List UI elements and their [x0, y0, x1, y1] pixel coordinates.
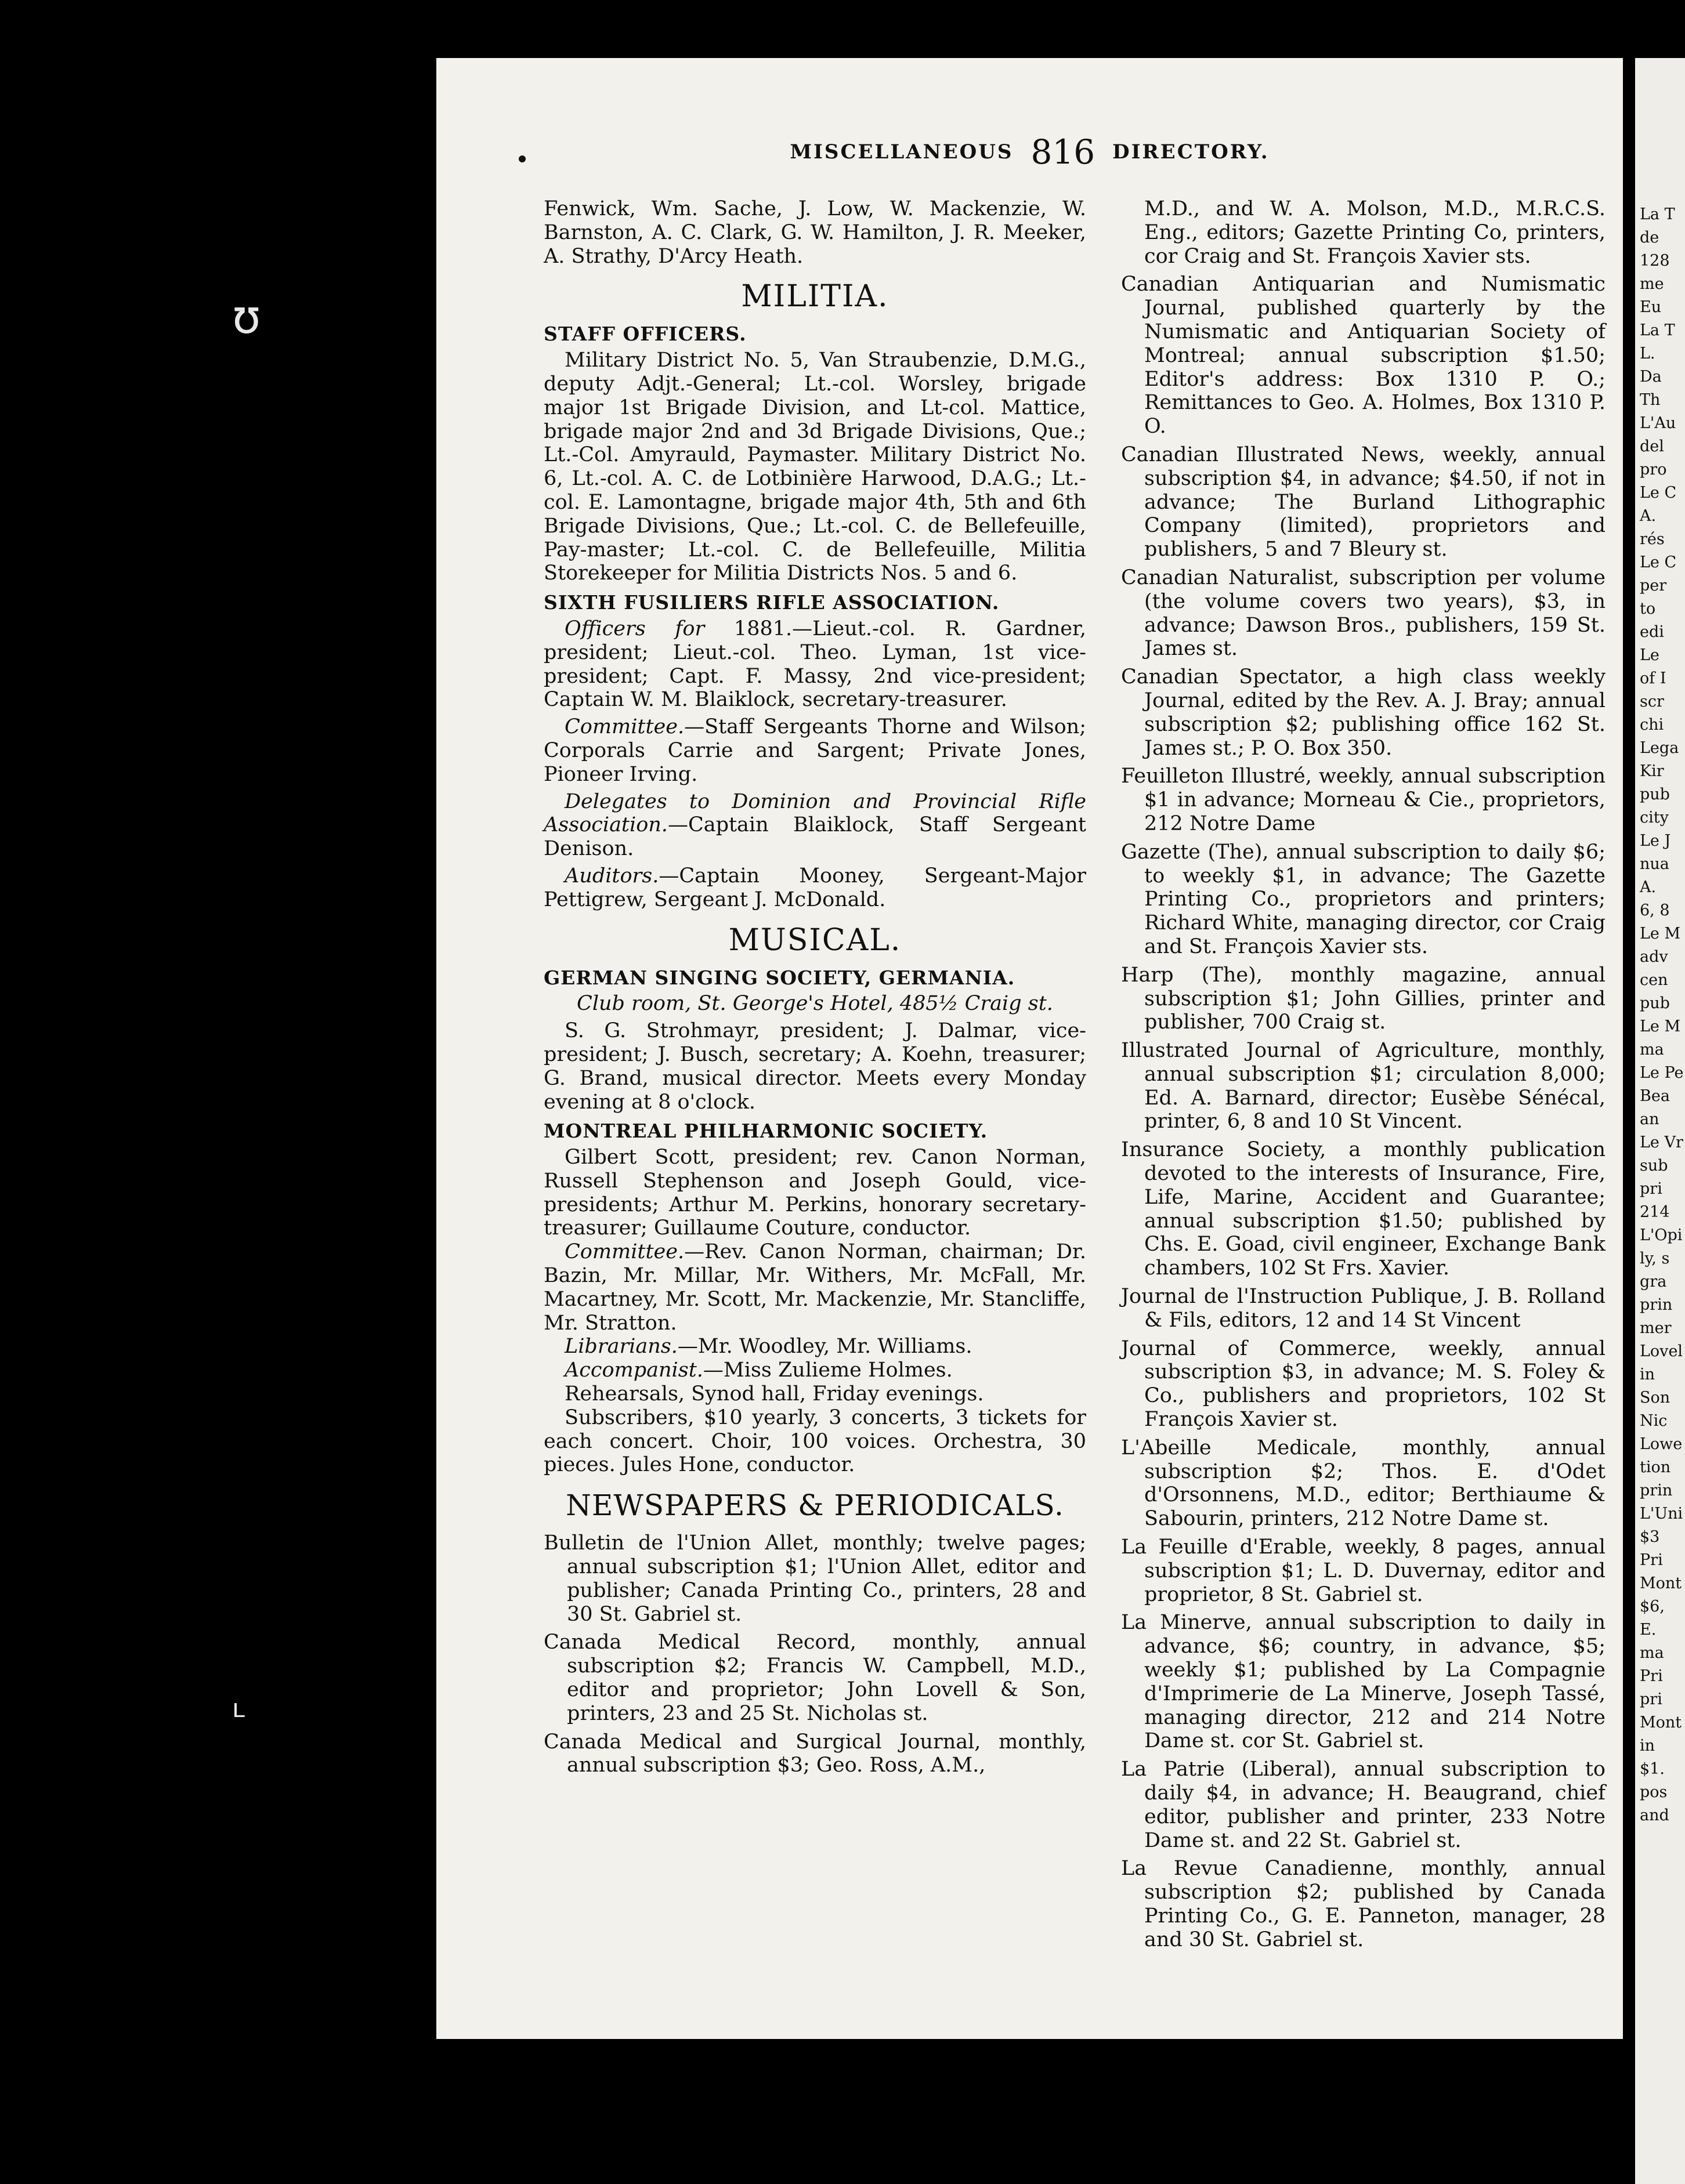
philharmonic-librarians	[544, 1335, 1086, 1359]
next-page-fragment: sub	[1640, 1157, 1668, 1175]
list-item: Canada Medical and Surgical Journal, monthly, annual subscription $3; Geo. Ross, A.M.,	[544, 1730, 1086, 1777]
next-page-fragment: de	[1640, 229, 1659, 247]
intro-text: Fenwick, Wm. Sache, J. Low, W. Mackenzie, W. Barnston, A. C. Clark, G. W. Hamilton, J. R. Meeker, A. Strathy, D'Arcy Heath.	[544, 197, 1086, 268]
list-item: Journal of Commerce, weekly, annual subscription $3, in advance; M. S. Foley & Co., publishers and proprietors, 102 St François Xavier st.	[1121, 1337, 1606, 1432]
next-page-fragment: Le C	[1640, 553, 1677, 571]
next-page-fragment: adv	[1640, 948, 1668, 966]
next-page-fragment: L.	[1640, 345, 1655, 363]
musical-title: MUSICAL.	[728, 922, 902, 958]
fusiliers-auditors	[544, 864, 1086, 912]
next-page-fragment: cen	[1640, 971, 1668, 989]
next-page-fragment: del	[1640, 437, 1664, 455]
list-item: Gazette (The), annual subscription to daily $6; to weekly $1, in advance; The Gazette Printing Co., proprietors and printers; Richard White, managing director, cor Craig and St. François Xavier sts.	[1121, 840, 1606, 958]
next-page-fragment: $1.	[1640, 1760, 1665, 1778]
list-item: Canadian Antiquarian and Numismatic Journal, published quarterly by the Numismatic and Antiquarian Society of Montreal; annual subscription $1.50; Editor's address: Box 1310 P. O.; Remittances to Geo. A. Holmes, Box 1310 P. O.	[1121, 273, 1606, 439]
next-page-fragment: scr	[1640, 693, 1664, 711]
next-page-fragment: Le	[1640, 646, 1659, 664]
list-item: Harp (The), monthly magazine, annual subscription $1; John Gillies, printer and publisher, 700 Craig st.	[1121, 963, 1606, 1034]
next-page-fragment: A.	[1640, 878, 1657, 896]
next-page-fragment: pri	[1640, 1690, 1662, 1708]
fusiliers-delegates	[544, 790, 1086, 861]
fusiliers-committee	[544, 715, 1086, 786]
committee-label: Committee.	[565, 715, 685, 739]
next-page-fragment: an	[1640, 1110, 1659, 1128]
next-page-fragment: rés	[1640, 530, 1665, 548]
next-page-fragment: Nic	[1640, 1412, 1668, 1430]
philharmonic-heading: MONTREAL PHILHARMONIC SOCIETY.	[544, 1120, 988, 1143]
next-page-fragment: Le M	[1640, 925, 1681, 943]
next-page-fragment: Pri	[1640, 1667, 1663, 1685]
margin-mark: ʊ	[232, 290, 261, 344]
next-page-fragment: in	[1640, 1737, 1655, 1755]
next-page-fragment: prin	[1640, 1482, 1673, 1500]
next-page-fragment: mer	[1640, 1319, 1672, 1337]
newspapers-title: NEWSPAPERS & PERIODICALS.	[566, 1488, 1064, 1523]
next-page-fragment: gra	[1640, 1273, 1667, 1291]
list-item: Canadian Spectator, a high class weekly Journal, edited by the Rev. A. J. Bray; annual subscription $2; publishing office 162 St. James st.; P. O. Box 350.	[1121, 665, 1606, 760]
list-item: Canada Medical Record, monthly, annual subscription $2; Francis W. Campbell, M.D., editor and proprietor; John Lovell & Son, printers, 23 and 25 St. Nicholas st.	[544, 1631, 1086, 1725]
next-page-fragment: Le Pe	[1640, 1064, 1684, 1082]
continuation-text: M.D., and W. A. Molson, M.D., M.R.C.S. Eng., editors; Gazette Printing Co, printers, cor Craig and St. François Xavier sts.	[1144, 197, 1606, 268]
next-page-fragment: ma	[1640, 1644, 1664, 1662]
next-page-fragment: Le J	[1640, 832, 1671, 850]
next-page-fragment: L'Opi	[1640, 1226, 1683, 1244]
next-page-fragment: Eu	[1640, 298, 1662, 316]
committee-text: —Staff Sergeants Thorne and Wilson; Corporals Carrie and Sargent; Private Jones, Pioneer Irving.	[544, 715, 1086, 786]
list-item: Feuilleton Illustré, weekly, annual subscription $1 in advance; Morneau & Cie., proprietors, 212 Notre Dame	[1121, 765, 1606, 835]
list-item: La Minerve, annual subscription to daily in advance, $6; country, in advance, $5; weekly $1; published by La Compagnie d'Imprimerie de La Minerve, Joseph Tassé, managing director, 212 and 214 Notre Dame st. cor St. Gabriel st.	[1121, 1611, 1606, 1753]
next-page-fragment: pub	[1640, 994, 1670, 1012]
fusiliers-officers	[544, 617, 1086, 712]
next-page-fragment: Da	[1640, 368, 1662, 386]
next-page-fragment: of I	[1640, 669, 1666, 687]
staff-officers-text: Military District No. 5, Van Straubenzie, D.M.G., deputy Adjt.-General; Lt.-col. Worsley, brigade major 1st Brigade Division, and Lt-col. Mattice, brigade major 2nd and 3d Brigade Divisions, Que.; Lt.-Col. Amyrauld, Paymaster. Military District No. 6, Lt.-col. A. C. de Lotbinière Harwood, D.A.G.; Lt.-col. E. Lamontagne, brigade major 4th, 5th and 6th Brigade Divisions, Que.; Lt.-col. C. de Bellefeuille, Pay-master; Lt.-col. C. de Bellefeuille, Militia Storekeeper for Militia Districts Nos. 5 and 6.	[544, 349, 1086, 585]
list-item: Illustrated Journal of Agriculture, monthly, annual subscription $1; circulation 8,000; Ed. A. Barnard, director; Eusèbe Sénécal, printer, 6, 8 and 10 St Vincent.	[1121, 1039, 1606, 1133]
next-page-fragment: ma	[1640, 1041, 1664, 1059]
next-page-fragment: to	[1640, 600, 1656, 618]
next-page-fragment: nua	[1640, 855, 1669, 873]
directory-page	[436, 58, 1623, 2039]
list-item: Insurance Society, a monthly publication devoted to the interests of Insurance, Fire, Life, Marine, Accident and Guarantee; annual subscription $1.50; published by Chs. E. Goad, civil engineer, Exchange Bank chambers, 102 St Frs. Xavier.	[1121, 1138, 1606, 1280]
next-page-fragment: tion	[1640, 1458, 1671, 1476]
next-page-fragment: A.	[1640, 507, 1657, 525]
philharmonic-accompanist	[544, 1359, 1086, 1382]
librarians-text: —Mr. Woodley, Mr. Williams.	[677, 1335, 972, 1359]
next-page-fragment: per	[1640, 577, 1667, 595]
next-page-fragment: La T	[1640, 205, 1675, 223]
next-page-fragment: in	[1640, 1366, 1655, 1383]
next-page-fragment: Pri	[1640, 1551, 1663, 1569]
next-page-fragment: Lega	[1640, 739, 1679, 757]
next-page-fragment: Le C	[1640, 484, 1677, 502]
next-page-fragment: 128	[1640, 252, 1670, 270]
accompanist-label: Accompanist.	[565, 1359, 703, 1382]
list-item: L'Abeille Medicale, monthly, annual subscription $2; Thos. E. d'Odet d'Orsonnens, M.D., editor; Berthiaume & Sabourin, printers, 212 Notre Dame st.	[1121, 1436, 1606, 1531]
header-right: DIRECTORY.	[1112, 140, 1270, 164]
next-page-fragment: 6, 8	[1640, 901, 1670, 919]
next-page-fragment: 214	[1640, 1203, 1670, 1221]
philharmonic-rehearsals: Rehearsals, Synod hall, Friday evenings.	[565, 1382, 984, 1406]
next-page-fragment: city	[1640, 809, 1669, 827]
committee-text: —Rev. Canon Norman, chairman; Dr. Bazin, Mr. Millar, Mr. Withers, Mr. McFall, Mr. Macartney, Mr. Scott, Mr. Mackenzie, Mr. Stancliffe, Mr. Stratton.	[544, 1240, 1086, 1335]
next-page-fragment: Le M	[1640, 1017, 1681, 1035]
next-page-fragment: pro	[1640, 461, 1667, 479]
next-page-fragment: prin	[1640, 1296, 1673, 1314]
auditors-text: —Captain Mooney, Sergeant-Major Pettigrew, Sergeant J. McDonald.	[544, 864, 1086, 911]
committee-label: Committee.	[565, 1240, 685, 1264]
page-number: 816	[1030, 132, 1095, 172]
list-item: Bulletin de l'Union Allet, monthly; twelve pages; annual subscription $1; l'Union Allet, editor and publisher; Canada Printing Co., printers, 28 and 30 St. Gabriel st.	[544, 1531, 1086, 1626]
next-page-fragment: E.	[1640, 1621, 1657, 1639]
next-page-fragment: Kir	[1640, 762, 1664, 780]
next-page-fragment: Mont	[1640, 1574, 1682, 1592]
list-item: Journal de l'Instruction Publique, J. B. Rolland & Fils, editors, 12 and 14 St Vincent	[1121, 1285, 1606, 1332]
next-page-fragment: La T	[1640, 321, 1675, 339]
margin-mark: ʟ	[232, 1694, 245, 1723]
next-page-fragment: Lowe	[1640, 1435, 1683, 1453]
next-page-fragment: $3	[1640, 1528, 1660, 1546]
next-page-fragment: pub	[1640, 785, 1670, 803]
militia-title: MILITIA.	[741, 279, 889, 314]
next-page-fragment: and	[1640, 1806, 1669, 1824]
next-page-fragment: Bea	[1640, 1087, 1670, 1105]
next-page-fragment: edi	[1640, 623, 1664, 641]
officers-text: 1881.—Lieut.-col. R. Gardner, president; Lieut.-col. Theo. Lyman, 1st vice-president; Capt. F. Massy, 2nd vice-president; Captain W. M. Blaiklock, secretary-treasurer.	[544, 617, 1086, 712]
page-header	[436, 132, 1623, 172]
officers-label: Officers for	[565, 617, 705, 640]
periodicals-list	[1121, 273, 1606, 1951]
philharmonic-committee	[544, 1240, 1086, 1335]
librarians-label: Librarians.	[565, 1335, 678, 1359]
next-page-fragment: chi	[1640, 716, 1664, 734]
philharmonic-subscribers: Subscribers, $10 yearly, 3 concerts, 3 tickets for each concert. Choir, 100 voices. Orchestra, 30 pieces. Jules Hone, conductor.	[544, 1406, 1086, 1477]
next-page-fragment: $6,	[1640, 1598, 1665, 1616]
next-page-fragment: Mont	[1640, 1714, 1682, 1732]
germania-text: S. G. Strohmayr, president; J. Dalmar, vice-president; J. Busch, secretary; A. Koehn, treasurer; G. Brand, musical director. Meets every Monday evening at 8 o'clock.	[544, 1019, 1086, 1114]
list-item: La Revue Canadienne, monthly, annual subscription $2; published by Canada Printing Co., G. E. Panneton, manager, 28 and 30 St. Gabriel st.	[1121, 1857, 1606, 1951]
next-page-edge	[1635, 58, 1685, 2184]
list-item: La Patrie (Liberal), annual subscription to daily $4, in advance; H. Beaugrand, chief editor, publisher and printer, 233 Notre Dame st. and 22 St. Gabriel st.	[1121, 1758, 1606, 1852]
left-column	[544, 197, 1086, 1782]
accompanist-text: —Miss Zulieme Holmes.	[703, 1359, 953, 1382]
staff-officers-heading: STAFF OFFICERS.	[544, 323, 747, 346]
delegates-label: Delegates to Dominion and Provincial Rifle Association.	[544, 789, 1086, 837]
auditors-label: Auditors.	[565, 864, 659, 888]
next-page-fragment: pos	[1640, 1783, 1668, 1801]
next-page-fragment: pri	[1640, 1180, 1662, 1198]
delegates-text: —Captain Blaiklock, Staff Sergeant Denison.	[544, 813, 1086, 861]
next-page-fragment: L'Au	[1640, 414, 1676, 432]
next-page-fragment: Lovel	[1640, 1342, 1683, 1360]
list-item: Canadian Naturalist, subscription per volume (the volume covers two years), $3, in advance; Dawson Bros., publishers, 159 St. James st.	[1121, 566, 1606, 661]
next-page-fragment: Le Vr	[1640, 1133, 1683, 1151]
next-page-fragment: me	[1640, 275, 1664, 293]
fusiliers-heading: SIXTH FUSILIERS RIFLE ASSOCIATION.	[544, 591, 1000, 614]
right-column	[1121, 197, 1606, 1957]
next-page-fragment: L'Uni	[1640, 1505, 1683, 1523]
list-item: La Feuille d'Erable, weekly, 8 pages, annual subscription $1; L. D. Duvernay, editor and proprietor, 8 St. Gabriel st.	[1121, 1535, 1606, 1606]
next-page-fragment: Son	[1640, 1389, 1670, 1407]
header-left: MISCELLANEOUS	[790, 140, 1014, 164]
next-page-fragment: Th	[1640, 391, 1661, 409]
germania-heading: GERMAN SINGING SOCIETY, GERMANIA.	[544, 966, 1015, 989]
next-page-fragment: ly, s	[1640, 1249, 1670, 1267]
philharmonic-text: Gilbert Scott, president; rev. Canon Norman, Russell Stephenson and Joseph Gould, vice-presidents; Arthur M. Perkins, honorary secretary-treasurer; Guillaume Couture, conductor.	[544, 1146, 1086, 1240]
list-item: Canadian Illustrated News, weekly, annual subscription $4, in advance; $4.50, if not in advance; The Burland Lithographic Company (limited), proprietors and publishers, 5 and 7 Bleury st.	[1121, 443, 1606, 562]
germania-club-room: Club room, St. George's Hotel, 485½ Craig st.	[577, 992, 1053, 1016]
